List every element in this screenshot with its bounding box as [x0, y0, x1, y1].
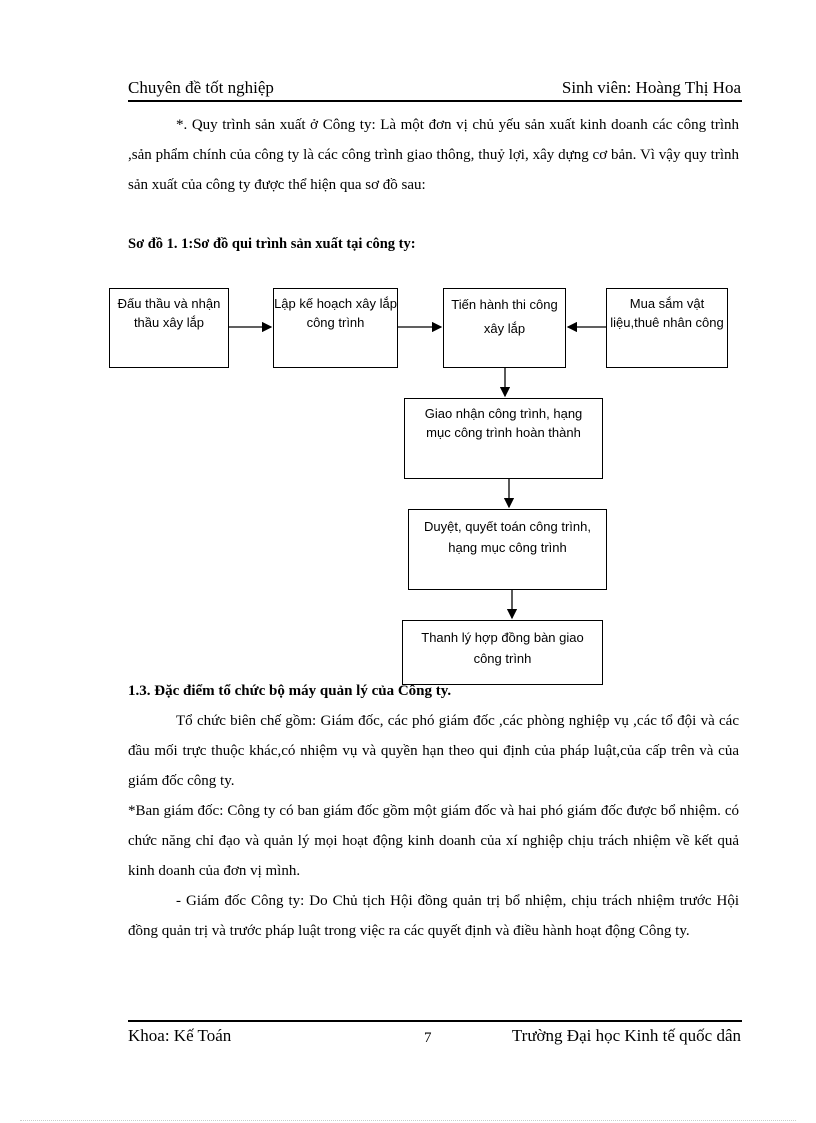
- paragraph-organization: Tổ chức biên chế gồm: Giám đốc, các phó giám đốc ,các phòng nghiệp vụ ,các tổ đội và các đầu mối trực thuộc khác,có nhiệm vụ và quyền hạn theo qui định của pháp luật,của cấp trên và của giám đốc công ty.: [128, 713, 739, 789]
- page-number: 7: [424, 1030, 432, 1046]
- header-student: Sinh viên: Hoàng Thị Hoa: [561, 78, 741, 97]
- box-settlement: Duyệt, quyết toán công trình, hạng mục công trình: [408, 509, 607, 590]
- page-bottom-border: [20, 1120, 796, 1121]
- section-heading: 1.3. Đặc điểm tổ chức bộ máy quản lý của Công ty.: [128, 683, 452, 699]
- box-construction: Tiến hành thi công xây lắp: [443, 288, 566, 368]
- footer-faculty: Khoa: Kế Toán: [128, 1026, 232, 1045]
- intro-text: *. Quy trình sản xuất ở Công ty: Là một đơn vị chủ yếu sản xuất kinh doanh các công trình ,sản phẩm chính của công ty là các công trình giao thông, thuỷ lợi, xây dựng cơ bản. Vì vậy quy trình sản xuất của công ty được thể hiện qua sơ đồ sau:: [128, 117, 739, 193]
- box-bidding: Đấu thầu và nhận thầu xây lắp: [109, 288, 229, 368]
- footer-rule: [128, 1020, 742, 1022]
- footer-university: Trường Đại học Kinh tế quốc dân: [511, 1026, 741, 1045]
- diagram-title: Sơ đồ 1. 1:Sơ đồ qui trình sản xuất tại công ty:: [128, 236, 416, 252]
- paragraph-board: *Ban giám đốc: Công ty có ban giám đốc gồm một giám đốc và hai phó giám đốc được bổ nhiệm. có chức năng chỉ đạo và quản lý mọi hoạt động kinh doanh của xí nghiệp chịu trách nhiệm về kết quả kinh doanh của đơn vị mình.: [128, 803, 739, 879]
- paragraph-director: - Giám đốc Công ty: Do Chủ tịch Hội đồng quản trị bổ nhiệm, chịu trách nhiệm trước Hội đồng quản trị và trước pháp luật trong việc ra các quyết định và điều hành hoạt động Công ty.: [128, 893, 739, 939]
- box-procurement: Mua sắm vật liệu,thuê nhân công: [606, 288, 728, 368]
- header-title: Chuyên đề tốt nghiệp: [128, 78, 274, 97]
- section-body: [128, 706, 739, 946]
- box-planning: Lập kế hoạch xây lắp công trình: [273, 288, 398, 368]
- box-handover: Giao nhận công trình, hạng mục công trình hoàn thành: [404, 398, 603, 479]
- box-liquidation: Thanh lý hợp đồng bàn giao công trình: [402, 620, 603, 685]
